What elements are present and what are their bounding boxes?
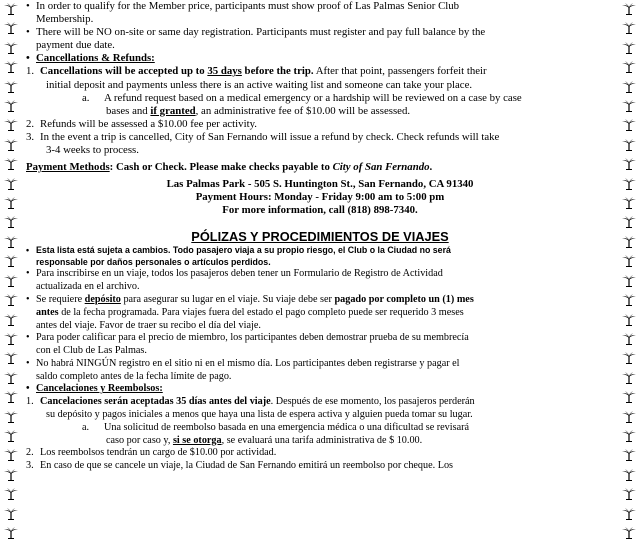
es-bullet-deposit-cont2: antes del viaje. Favor de traer su recibo el día del viaje. — [36, 319, 261, 331]
palm-tree-icon — [4, 138, 18, 150]
palm-tree-icon — [622, 254, 636, 266]
palm-tree-icon — [622, 371, 636, 383]
en-cancel-item-1: 1. Cancellations will be accepted up to 35 days before the trip. After that point, passengers forfeit their — [26, 65, 487, 78]
palm-tree-icon — [4, 487, 18, 499]
es-cancel-heading: • Cancelaciones y Reembolsos: — [26, 383, 163, 395]
es-bullet-no-onsite: • No habrá NINGÚN registro en el sitio ni en el mismo día. Los participantes deben registrarse y pagar el — [26, 357, 460, 369]
es-bullet-deposit-cont: antes de la fecha programada. Para viajes fuera del estado el pago completo puede ser requerido 3 meses — [36, 306, 464, 318]
palm-tree-icon — [622, 157, 636, 169]
address-line: Las Palmas Park - 505 S. Huntington St., San Fernando, CA 91340 — [166, 178, 474, 191]
palm-tree-icon — [4, 177, 18, 189]
palm-tree-icon — [4, 2, 18, 14]
palm-tree-icon — [622, 177, 636, 189]
palm-tree-icon — [4, 410, 18, 422]
en-cancel-subitem-a: a. A refund request based on a medical emergency or a hardship will be reviewed on a case by case — [82, 91, 522, 104]
es-cancel-subitem-a: a. Una solicitud de reembolso basada en una emergencia médica o una dificultad se revisará — [82, 421, 470, 433]
palm-tree-icon — [4, 332, 18, 344]
es-bullet-member-price-cont: con el Club de Las Palmas. — [36, 345, 147, 357]
en-bullet-member-price-cont: Membership. — [36, 13, 94, 26]
es-bullet-no-onsite-cont: saldo completo antes de la fecha límite de pago. — [36, 370, 232, 382]
es-cancel-item-2: 2. Los reembolsos tendrán un cargo de $10.00 por actividad. — [26, 447, 277, 459]
es-cancel-item-1: 1. Cancelaciones serán aceptadas 35 días antes del viaje. Después de ese momento, los pasajeros perderán — [26, 396, 475, 408]
palm-tree-icon — [622, 468, 636, 480]
palm-tree-icon — [4, 215, 18, 227]
palm-tree-icon — [622, 235, 636, 247]
palm-tree-icon — [4, 371, 18, 383]
palm-tree-icon — [622, 507, 636, 519]
palm-tree-icon — [4, 351, 18, 363]
en-cancel-item-3-cont: 3-4 weeks to process. — [46, 144, 139, 157]
palm-tree-icon — [622, 196, 636, 208]
payment-methods: Payment Methods: Cash or Check. Please make checks payable to City of San Fernando. — [26, 161, 433, 174]
palm-tree-icon — [4, 313, 18, 325]
palm-tree-icon — [4, 429, 18, 441]
en-cancel-item-1-cont: initial deposit and payments unless there is an active waiting list and someone can take your place. — [46, 78, 473, 91]
es-bullet-subject-to-change-cont: responsable por daños personales o artículos perdidos. — [36, 256, 271, 267]
palm-tree-icon — [4, 60, 18, 72]
palm-tree-icon — [4, 80, 18, 92]
es-cancel-item-1-cont: su depósito y pagos iniciales a menos que haya una lista de espera activa y alguien pueda tomar su lugar. — [46, 409, 473, 421]
info-phone: For more information, call (818) 898-7340. — [222, 204, 418, 217]
palm-tree-icon — [4, 390, 18, 402]
palm-tree-icon — [622, 60, 636, 72]
en-cancel-item-3: 3. In the event a trip is cancelled, City of San Fernando will issue a refund by check. Check refunds will take — [26, 130, 500, 143]
es-bullet-deposit: • Se requiere depósito para asegurar su lugar en el viaje. Su viaje debe ser pagado por completo un (1) mes — [26, 293, 474, 305]
en-bullet-member-price: • In order to qualify for the Member price, participants must show proof of Las Palmas Senior Club — [26, 0, 460, 12]
en-cancel-heading: • Cancellations & Refunds: — [26, 52, 155, 65]
palm-tree-icon — [4, 448, 18, 460]
es-bullet-registration-form: • Para inscribirse en un viaje, todos los pasajeros deben tener un Formulario de Registro de Actividad — [26, 268, 443, 280]
palm-tree-icon — [622, 526, 636, 538]
es-bullet-member-price: • Para poder calificar para el precio de miembro, los participantes deben demostrar prueba de su membrecía — [26, 332, 469, 344]
en-cancel-subitem-a-cont: bases and if granted, an administrative fee of $10.00 will be assessed. — [106, 104, 411, 117]
document-content — [26, 0, 614, 540]
palm-tree-icon — [4, 118, 18, 130]
palm-tree-icon — [4, 196, 18, 208]
palm-tree-icon — [622, 293, 636, 305]
palm-tree-icon — [4, 526, 18, 538]
palm-border-left — [0, 0, 22, 540]
en-cancel-item-2: 2. Refunds will be assessed a $10.00 fee per activity. — [26, 117, 257, 130]
palm-tree-icon — [622, 487, 636, 499]
palm-tree-icon — [622, 313, 636, 325]
palm-tree-icon — [622, 390, 636, 402]
es-bullet-subject-to-change: • Esta lista está sujeta a cambios. Todo pasajero viaja a su propio riesgo, el Club o la Ciudad no será — [26, 244, 451, 255]
es-cancel-subitem-a-cont: caso por caso y, si se otorga, se evaluará una tarifa administrativa de $ 10.00. — [106, 434, 423, 446]
spanish-section-title: PÓLIZAS Y PROCEDIMIENTOS DE VIAJES — [191, 228, 449, 244]
palm-tree-icon — [4, 235, 18, 247]
palm-tree-icon — [622, 410, 636, 422]
palm-tree-icon — [4, 41, 18, 53]
palm-tree-icon — [622, 215, 636, 227]
palm-tree-icon — [622, 138, 636, 150]
palm-tree-icon — [4, 99, 18, 111]
palm-tree-icon — [622, 351, 636, 363]
palm-tree-icon — [4, 293, 18, 305]
palm-tree-icon — [622, 21, 636, 33]
es-bullet-registration-form-cont: actualizada en el archivo. — [36, 281, 140, 293]
palm-tree-icon — [622, 80, 636, 92]
palm-tree-icon — [622, 2, 636, 14]
payment-hours: Payment Hours: Monday - Friday 9:00 am to 5:00 pm — [195, 191, 445, 204]
palm-tree-icon — [622, 118, 636, 130]
es-cancel-item-3: 3. En caso de que se cancele un viaje, la Ciudad de San Fernando emitirá un reembolso por cheque. Los — [26, 460, 454, 472]
en-bullet-no-onsite: • There will be NO on-site or same day registration. Participants must register and pay full balance by the — [26, 26, 486, 39]
palm-border-right — [618, 0, 640, 540]
palm-tree-icon — [4, 254, 18, 266]
palm-tree-icon — [622, 429, 636, 441]
palm-tree-icon — [622, 41, 636, 53]
palm-tree-icon — [622, 99, 636, 111]
palm-tree-icon — [4, 21, 18, 33]
palm-tree-icon — [622, 274, 636, 286]
palm-tree-icon — [4, 274, 18, 286]
palm-tree-icon — [622, 332, 636, 344]
palm-tree-icon — [4, 468, 18, 480]
palm-tree-icon — [4, 507, 18, 519]
palm-tree-icon — [4, 157, 18, 169]
en-bullet-no-onsite-cont: payment due date. — [36, 39, 115, 52]
palm-tree-icon — [622, 448, 636, 460]
